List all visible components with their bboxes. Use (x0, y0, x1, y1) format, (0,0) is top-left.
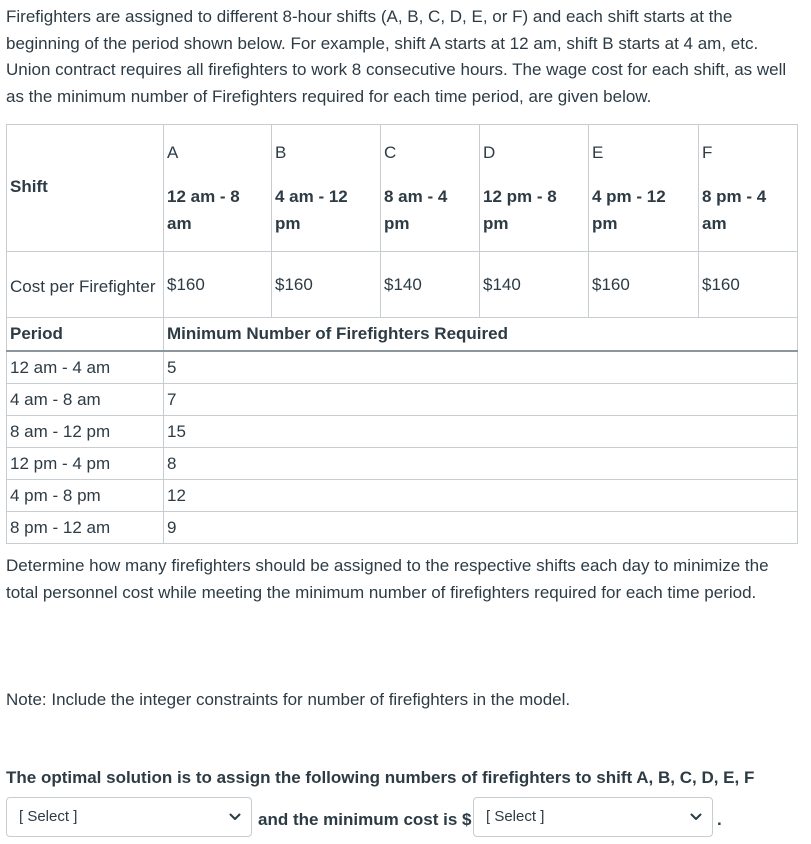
shift-d-cell (480, 125, 589, 252)
table-row (7, 416, 798, 448)
table-row (7, 480, 798, 512)
chevron-down-icon (229, 811, 241, 823)
period-cell: 4 am - 8 am (7, 384, 164, 416)
shift-letter: E (592, 143, 604, 162)
note-paragraph: Note: Include the integer constraints for number of firefighters in the model. (6, 690, 571, 709)
cost-cell: $140 (480, 252, 589, 318)
period-header-row (7, 318, 798, 352)
min-required-label: Minimum Number of Firefighters Required (164, 318, 798, 352)
min-cell: 9 (164, 512, 798, 544)
shift-letter: B (275, 143, 287, 162)
shift-letter: F (702, 143, 713, 162)
shift-header-cell (7, 125, 164, 252)
shift-hours: 12 am - 8 am (167, 187, 240, 233)
cost-label: Cost per Firefighter (7, 252, 164, 318)
shift-letter: C (384, 143, 397, 162)
shift-table (6, 124, 798, 544)
cost-cell: $160 (589, 252, 699, 318)
question-paragraph: Determine how many firefighters should be assigned to the respective shifts each day to minimize the total personnel cost while meeting the minimum number of firefighters required for each time period. (6, 556, 769, 602)
min-cell: 12 (164, 480, 798, 512)
cost-cell: $140 (381, 252, 480, 318)
shift-c-cell (381, 125, 480, 252)
shift-letter: D (483, 143, 496, 162)
period-cell: 8 pm - 12 am (7, 512, 164, 544)
answer-heading: The optimal solution is to assign the following numbers of firefighters to shift A, B, C, D, E, F (6, 768, 755, 787)
cost-inline-text: and the minimum cost is $ (258, 810, 472, 829)
cost-cell: $160 (272, 252, 381, 318)
min-cell: 15 (164, 416, 798, 448)
shift-a-cell (164, 125, 272, 252)
shift-letter: A (167, 143, 179, 162)
min-cell: 5 (164, 351, 798, 384)
shift-f-cell (699, 125, 798, 252)
sentence-end: . (717, 810, 722, 829)
intro-paragraph: Firefighters are assigned to different 8-hour shifts (A, B, C, D, E, or F) and each shift starts at the beginning of the period shown below. For example, shift A starts at 12 am, shift B starts at 4 am, etc. Union contract requires all firefighters to work 8 consecutive hours. The wage cost for each shift, as well as the minimum number of Firefighters required for each time period, are given below. (6, 7, 787, 106)
min-cell: 8 (164, 448, 798, 480)
minimum-cost-select[interactable] (473, 797, 713, 837)
period-label: Period (7, 318, 164, 352)
table-row (7, 384, 798, 416)
select-value: [ Select ] (19, 808, 78, 825)
shift-hours: 8 am - 4 pm (384, 187, 448, 233)
period-cell: 12 am - 4 am (7, 351, 164, 384)
shift-e-cell (589, 125, 699, 252)
period-cell: 8 am - 12 pm (7, 416, 164, 448)
table-row (7, 351, 798, 384)
table-row (7, 512, 798, 544)
select-value: [ Select ] (486, 808, 545, 825)
cost-cell: $160 (164, 252, 272, 318)
min-cell: 7 (164, 384, 798, 416)
chevron-down-icon (690, 811, 702, 823)
shift-hours: 8 pm - 4 am (702, 187, 767, 233)
shift-hours: 12 pm - 8 pm (483, 187, 557, 233)
period-cell: 12 pm - 4 pm (7, 448, 164, 480)
shift-row (7, 125, 798, 252)
cost-row (7, 252, 798, 318)
table-row (7, 448, 798, 480)
shift-hours: 4 am - 12 pm (275, 187, 348, 233)
shift-assignment-select[interactable] (6, 797, 252, 837)
cost-cell: $160 (699, 252, 798, 318)
shift-b-cell (272, 125, 381, 252)
shift-hours: 4 pm - 12 pm (592, 187, 666, 233)
shift-label: Shift (10, 177, 48, 196)
period-cell: 4 pm - 8 pm (7, 480, 164, 512)
